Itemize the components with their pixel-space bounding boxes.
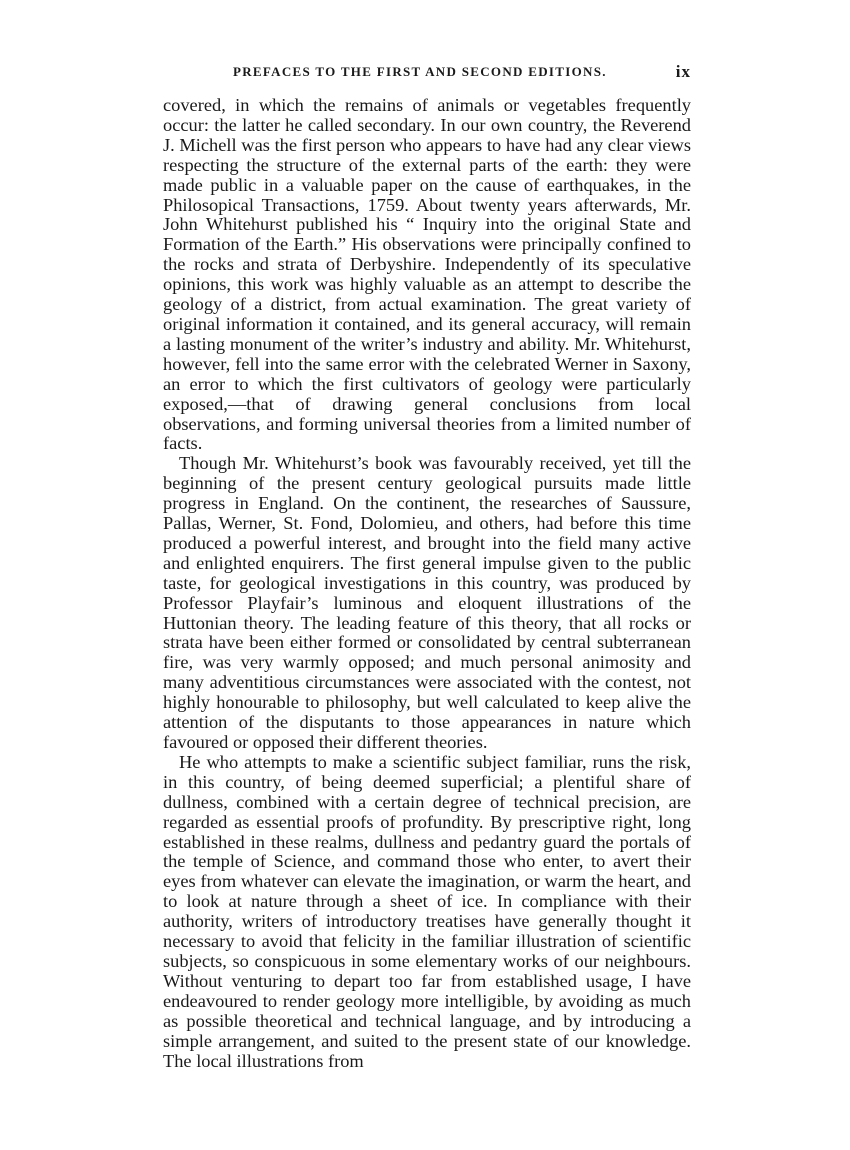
running-title: PREFACES TO THE FIRST AND SECOND EDITIONS. [233, 64, 607, 79]
body-text [163, 96, 691, 1071]
running-head [163, 64, 691, 86]
paragraph-continued: covered, in which the remains of animals or vegetables frequently occur: the latter he called secondary. In our own country, the Reverend J. Michell was the first person who appears to have had any clear views respecting the structure of the external parts of the earth: they were made public in a valuable paper on the cause of earthquakes, in the Philosopical Transactions, 1759. About twenty years afterwards, Mr. John Whitehurst published his “ Inquiry into the original State and Formation of the Earth.” His observations were principally confined to the rocks and strata of Derbyshire. Independently of its speculative opinions, this work was highly valuable as an attempt to describe the geology of a district, from actual examination. The great variety of original information it contained, and its general accuracy, will remain a lasting monument of the writer’s industry and ability. Mr. Whitehurst, however, fell into the same error with the celebrated Werner in Saxony, an error to which the first cultivators of geology were particularly exposed,—that of drawing general conclusions from local observations, and forming universal theories from a limited number of facts. [163, 95, 691, 454]
page-number: ix [675, 62, 691, 81]
paragraph-whitehurst-reception: Though Mr. Whitehurst’s book was favourably received, yet till the beginning of the present century geological pursuits made little progress in England. On the continent, the researches of Saussure, Pallas, Werner, St. Fond, Dolomieu, and others, had before this time produced a powerful interest, and brought into the field many active and enlighted enquirers. The first general impulse given to the public taste, for geological investigations in this country, was produced by Professor Playfair’s luminous and eloquent illustrations of the Huttonian theory. The leading feature of this theory, that all rocks or strata have been either formed or consolidated by central subterranean fire, was very warmly opposed; and much personal animosity and many adventitious circumstances were associated with the contest, not highly honourable to philosophy, but well calculated to keep alive the attention of the disputants to those appearances in nature which favoured or opposed their different theories. [163, 453, 691, 752]
paragraph-scientific-familiarity: He who attempts to make a scientific subject familiar, runs the risk, in this country, of being deemed superficial; a plentiful share of dullness, combined with a certain degree of technical precision, are regarded as essential proofs of profundity. By prescriptive right, long established in these realms, dullness and pedantry guard the portals of the temple of Science, and command those who enter, to avert their eyes from whatever can elevate the imagination, or warm the heart, and to look at nature through a sheet of ice. In compliance with their authority, writers of introductory treatises have generally thought it necessary to avoid that felicity in the familiar illustration of scientific subjects, so conspicuous in some elementary works of our neighbours. Without venturing to depart too far from established usage, I have endeavoured to render geology more intelligible, by avoiding as much as possible theoretical and technical language, and by introducing a simple arrangement, and suited to the present state of our knowledge. The local illustrations from [163, 751, 691, 1071]
